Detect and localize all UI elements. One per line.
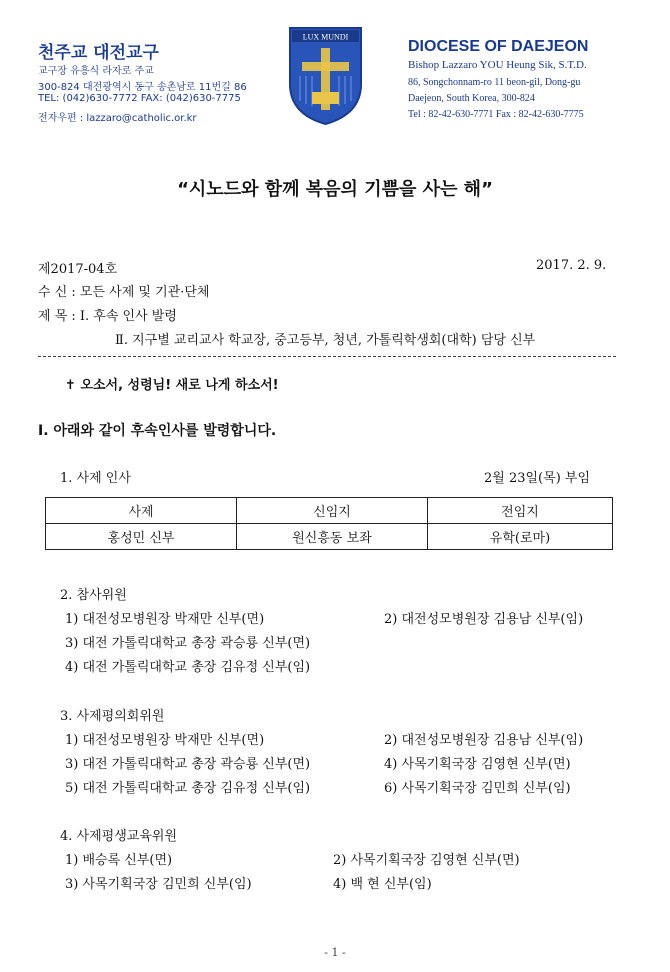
- s4-title: 4. 사제평생교육위원: [60, 829, 177, 844]
- list-item: 2) 대전성모병원장 김용남 신부(임): [384, 612, 584, 627]
- table-header-row: [46, 498, 613, 524]
- doc-number: 제2017-04호: [38, 262, 118, 277]
- list-item: 2) 사목기획국장 김영현 신부(면): [333, 853, 520, 868]
- email-ko: 전자우편 : lazzaro@catholic.or.kr: [38, 113, 197, 124]
- diocese-logo: [288, 26, 363, 126]
- diocese-name-en: DIOCESE OF DAEJEON: [408, 38, 589, 55]
- cell-new-post: 원신흥동 보좌: [237, 524, 428, 550]
- prayer: ✝ 오소서, 성령님! 새로 나게 하소서!: [65, 378, 279, 393]
- list-item: 3) 사목기획국장 김민희 신부(임): [65, 877, 252, 892]
- cell-priest: 홍성민 신부: [46, 524, 237, 550]
- recipient: 수 신 : 모든 사제 및 기관·단체: [38, 285, 210, 300]
- list-item: 5) 대전 가톨릭대학교 총장 김유정 신부(임): [65, 781, 311, 796]
- list-item: 1) 대전성모병원장 박재만 신부(면): [65, 733, 265, 748]
- address-en-2: Daejeon, South Korea, 300-824: [408, 93, 535, 104]
- bishop-en: Bishop Lazzaro YOU Heung Sik, S.T.D.: [408, 59, 587, 71]
- header-previous-post: 전임지: [428, 498, 613, 524]
- subject-2: Ⅱ. 지구별 교리교사 학교장, 중고등부, 청년, 가톨릭학생회(대학) 담당 신부: [115, 333, 536, 348]
- cell-previous-post: 유학(로마): [428, 524, 613, 550]
- list-item: 6) 사목기획국장 김민희 신부(임): [384, 781, 571, 796]
- page-number: - 1 -: [324, 946, 346, 959]
- s1-effective-date: 2월 23일(목) 부임: [484, 471, 591, 486]
- list-item: 4) 대전 가톨릭대학교 총장 김유정 신부(임): [65, 660, 311, 675]
- header-priest: 사제: [46, 498, 237, 524]
- list-item: 1) 대전성모병원장 박재만 신부(면): [65, 612, 265, 627]
- list-item: 4) 백 현 신부(임): [333, 877, 432, 892]
- bishop-ko: 교구장 유흥식 라자로 주교: [38, 66, 154, 77]
- doc-date: 2017. 2. 9.: [536, 258, 607, 273]
- list-item: 2) 대전성모병원장 김용남 신부(임): [384, 733, 584, 748]
- logo-text: LUX MUNDI: [302, 32, 349, 42]
- tel-en: Tel : 82-42-630-7771 Fax : 82-42-630-7775: [408, 109, 584, 120]
- year-motto: “시노드와 함께 복음의 기쁨을 사는 해”: [177, 179, 493, 200]
- list-item: 3) 대전 가톨릭대학교 총장 곽승룡 신부(면): [65, 757, 311, 772]
- tel-ko: TEL: (042)630-7772 FAX: (042)630-7775: [38, 93, 241, 104]
- list-item: 4) 사목기획국장 김영현 신부(면): [384, 757, 571, 772]
- subject-1: 제 목 : Ⅰ. 후속 인사 발령: [38, 309, 177, 324]
- address-ko: 300-824 대전광역시 동구 송촌남로 11번길 86: [38, 82, 247, 93]
- appointment-table: [45, 497, 613, 550]
- address-en-1: 86, Songchonnam-ro 11 beon-gil, Dong-gu: [408, 77, 581, 88]
- list-item: 3) 대전 가톨릭대학교 총장 곽승룡 신부(면): [65, 636, 311, 651]
- s1-title: 1. 사제 인사: [60, 471, 131, 486]
- header-new-post: 신임지: [237, 498, 428, 524]
- diocese-name-ko: 천주교 대전교구: [38, 43, 159, 63]
- table-row: [46, 524, 613, 550]
- list-item: 1) 배승록 신부(면): [65, 853, 173, 868]
- s3-title: 3. 사제평의회위원: [60, 709, 165, 724]
- divider: [38, 356, 616, 357]
- section-heading: Ⅰ. 아래와 같이 후속인사를 발령합니다.: [38, 423, 277, 439]
- s2-title: 2. 참사위원: [60, 588, 127, 603]
